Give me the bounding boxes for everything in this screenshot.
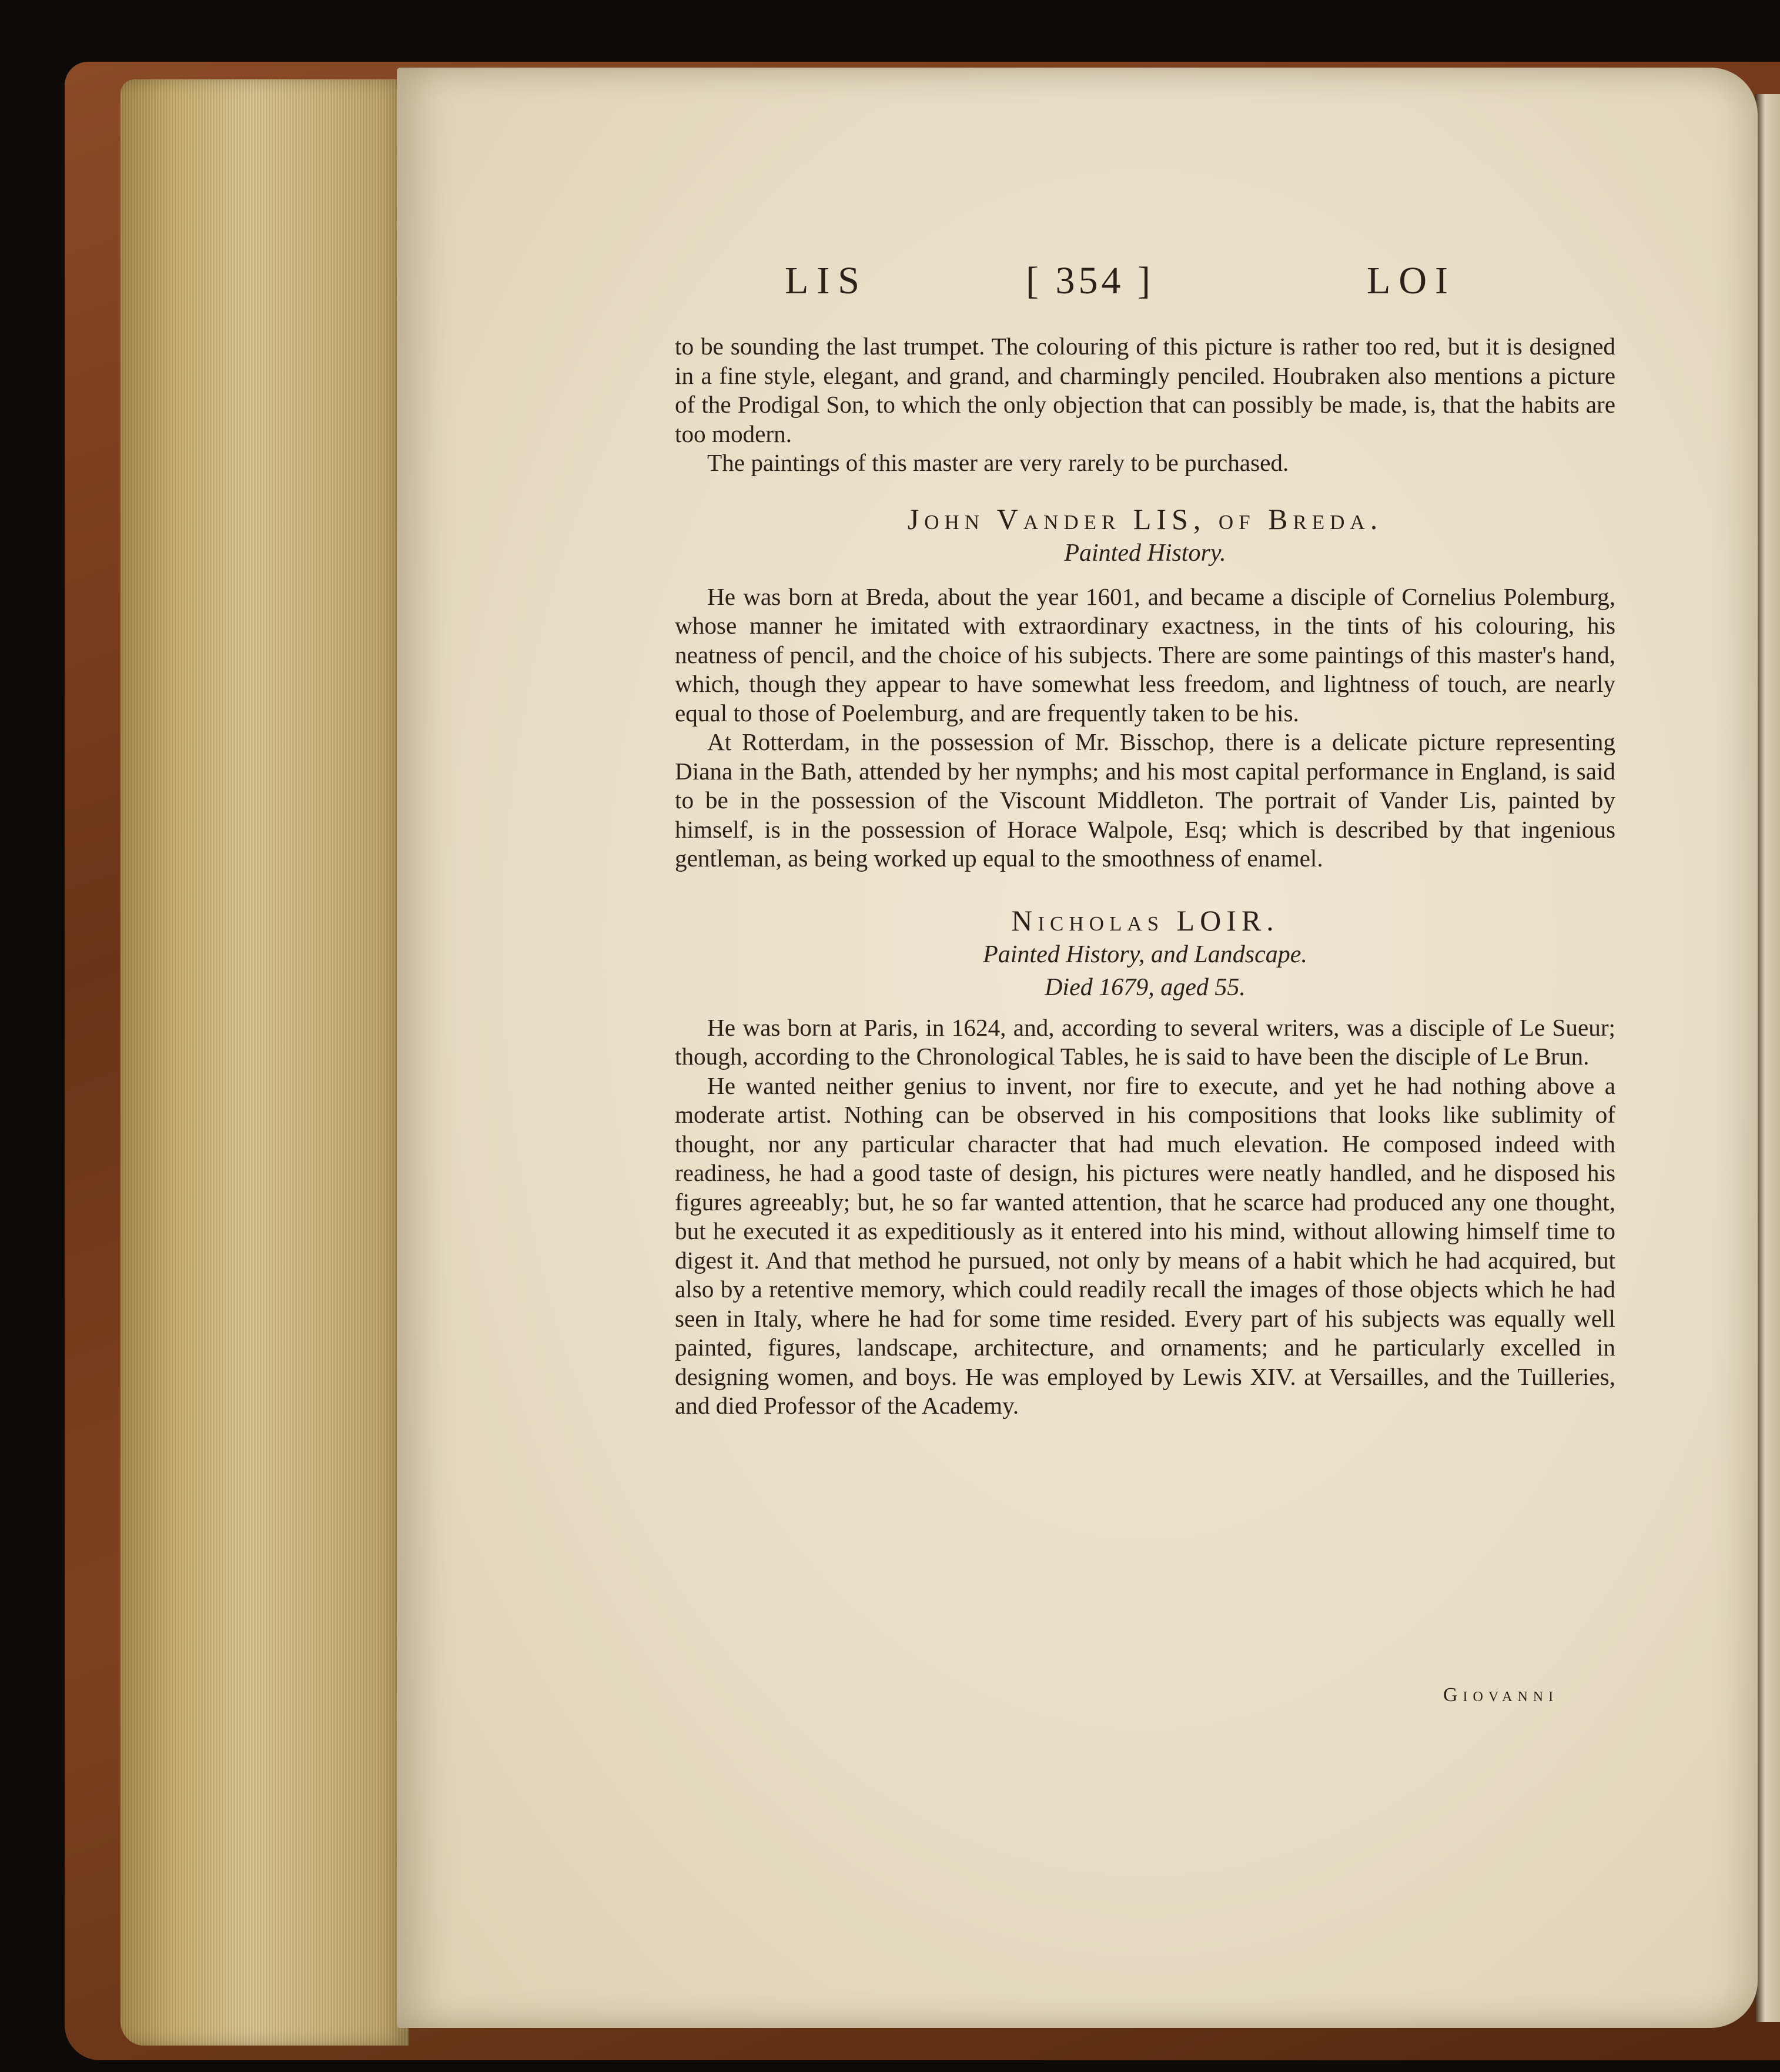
catchword: Giovanni xyxy=(1443,1684,1559,1706)
running-head xyxy=(785,259,1490,317)
entry-subhead-loir-1: Painted History, and Landscape. xyxy=(983,940,1307,968)
paragraph-vander-lis-2: At Rotterdam, in the possession of Mr. Bisschop, there is a delicate picture representing Diana in the Bath, attended by her nymphs; and his most capital performance in England, is said to be in the possession of the Viscount Middleton. The portrait of Vander Lis, painted by himself, is in the possession of Horace Walpole, Esq; which is described by that ingenious gentleman, as being worked up equal to the smoothness of enamel. xyxy=(675,728,1615,872)
paragraph-vander-lis-1: He was born at Breda, about the year 1601, and became a disciple of Cornelius Polemburg, whose manner he imitated with extraordinary exactness, in the tints of his colouring, his neatness of pencil, and the choice of his subjects. There are some paintings of this master's hand, which, though they appear to have somewhat less freedom, and lightness of touch, are nearly equal to those of Poelemburg, and are frequently taken to be his. xyxy=(675,583,1615,727)
paragraph-loir-1: He was born at Paris, in 1624, and, according to several writers, was a disciple of Le Sueur; though, according to the Chronological Tables, he is said to have been the disciple of Le Brun. xyxy=(675,1013,1615,1070)
paragraph-loir-2: He wanted neither genius to invent, nor fire to execute, and yet he had nothing above a moderate artist. Nothing can be observed in his compositions that looks like sublimity of thought, nor any particular character that had much elevation. He composed indeed with readiness, he had a good taste of design, his pictures were neatly handled, and he disposed his figures agreeably; but, he so far wanted attention, that he scarce had produced any one thought, but he executed it as expeditiously as it entered into his mind, without allowing himself time to digest it. And that method he pursued, not only by means of a habit which he had acquired, but also by a retentive memory, which could readily recall the images of those objects which he had seen in Italy, where he had for some time resided. Every part of his subjects was equally well painted, figures, landscape, architecture, and ornaments; and he particularly excelled in designing women, and boys. He was employed by Lewis XIV. at Versailles, and the Tuilleries, and died Professor of the Academy. xyxy=(675,1072,1615,1419)
page-edges xyxy=(121,79,409,2046)
running-head-left: LIS xyxy=(785,259,868,302)
paragraph-continued-2: The paintings of this master are very rarely to be purchased. xyxy=(707,449,1289,476)
entry-subhead-loir-2: Died 1679, aged 55. xyxy=(1045,973,1246,1001)
page-number: [ 354 ] xyxy=(1026,259,1154,302)
next-page-edge xyxy=(1755,94,1780,2022)
page-body xyxy=(675,332,1615,1719)
entry-heading-loir: Nicholas LOIR. xyxy=(1011,903,1279,937)
paragraph-continued-1: to be sounding the last trumpet. The colouring of this picture is rather too red, but it is designed in a fine style, elegant, and grand, and charmingly penciled. Houbraken also mentions a picture of the Prodigal Son, to which the only objection that can possibly be made, is, that the habits are too modern. xyxy=(675,333,1615,447)
entry-heading-vander-lis: John Vander LIS, of Breda. xyxy=(907,502,1383,535)
entry-subhead-vander-lis: Painted History. xyxy=(1064,539,1226,567)
running-head-right: LOI xyxy=(1367,259,1456,302)
